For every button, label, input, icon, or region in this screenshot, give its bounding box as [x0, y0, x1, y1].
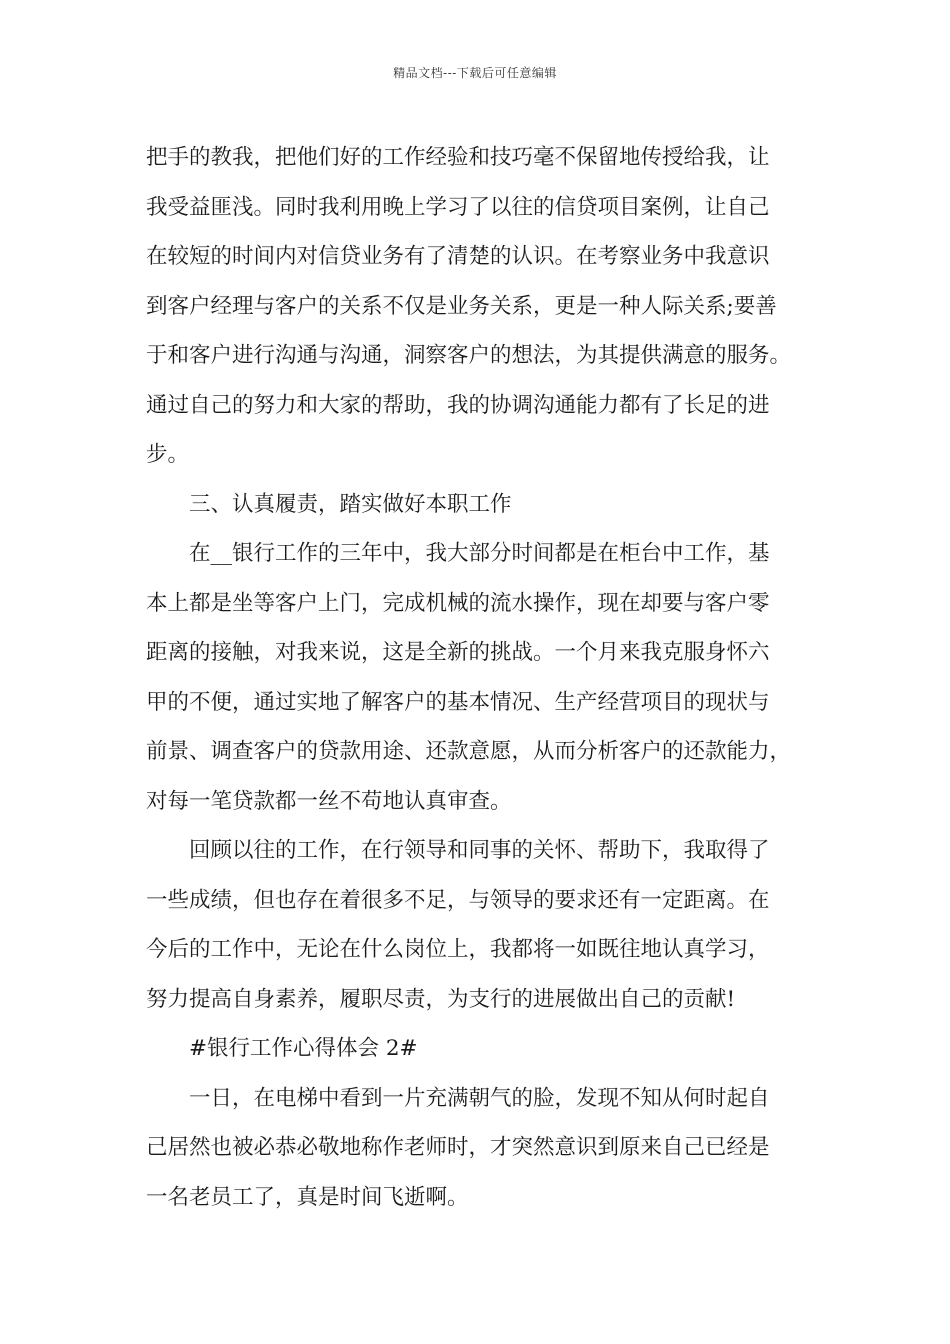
article-subtitle [146, 1024, 832, 1074]
text-line: 本上都是坐等客户上门，完成机械的流水操作，现在却要与客户零 [146, 590, 770, 616]
text-line: #银行工作心得体会 2# [189, 1036, 418, 1061]
text-line: 今后的工作中，无论在什么岗位上，我都将一如既往地认真学习， [146, 937, 770, 962]
text-line: 一日，在电梯中看到一片充满朝气的脸，发现不知从何时起自 [189, 1085, 770, 1111]
text-line: 前景、调查客户的贷款用途、还款意愿，从而分析客户的还款能力， [146, 739, 792, 764]
text-line: 距离的接触，对我来说，这是全新的挑战。一个月来我克服身怀六 [146, 640, 770, 665]
text-line: 步。 [146, 442, 190, 467]
text-line: 于和客户进行沟通与沟通，洞察客户的想法，为其提供满意的服务。 [146, 343, 792, 368]
section-heading [146, 480, 832, 530]
text-line: 三、认真履责，踏实做好本职工作 [189, 491, 512, 517]
document-body [146, 133, 832, 1222]
paragraph-1 [146, 133, 832, 480]
text-line: 到客户经理与客户的关系不仅是业务关系，更是一种人际关系;要善 [146, 293, 777, 319]
text-line: 一些成绩，但也存在着很多不足，与领导的要求还有一定距离。在 [146, 887, 770, 913]
text-line: 我受益匪浅。同时我利用晚上学习了以往的信贷项目案例，让自己 [146, 194, 770, 220]
text-line: 甲的不便，通过实地了解客户的基本情况、生产经营项目的现状与 [146, 689, 770, 715]
page-header: 精品文档---下载后可任意编辑 [393, 66, 557, 80]
text-line: 在__银行工作的三年中，我大部分时间都是在柜台中工作，基 [189, 541, 770, 566]
text-line: 对每一笔贷款都一丝不苟地认真审查。 [146, 788, 512, 814]
text-line: 通过自己的努力和大家的帮助，我的协调沟通能力都有了长足的进 [146, 392, 770, 418]
text-line: 在较短的时间内对信贷业务有了清楚的认识。在考察业务中我意识 [146, 244, 770, 269]
text-line: 把手的教我，把他们好的工作经验和技巧毫不保留地传授给我，让 [146, 145, 770, 170]
paragraph-3 [146, 529, 832, 826]
text-line: 一名老员工了，真是时间飞逝啊。 [146, 1184, 469, 1210]
paragraph-4 [146, 826, 832, 1024]
paragraph-6 [146, 1074, 832, 1223]
text-line: 回顾以往的工作，在行领导和同事的关怀、帮助下，我取得了 [189, 838, 770, 863]
text-line: 己居然也被必恭必敬地称作老师时，才突然意识到原来自己已经是 [146, 1135, 770, 1160]
text-line: 努力提高自身素养，履职尽责，为支行的进展做出自己的贡献! [146, 986, 736, 1012]
